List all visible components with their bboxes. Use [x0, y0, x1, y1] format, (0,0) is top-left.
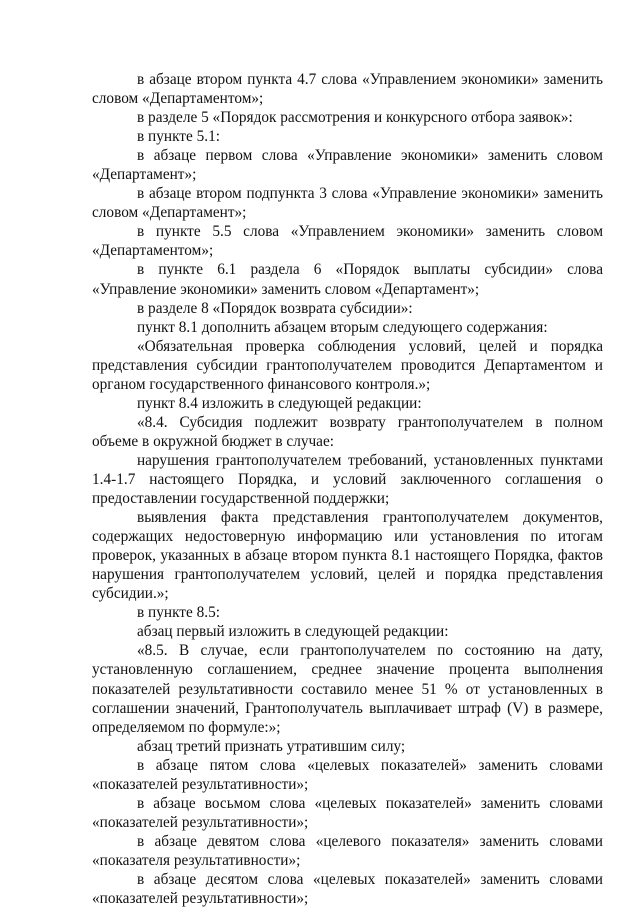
paragraph: в абзаце первом слова «Управление экономики» заменить словом «Департамент»; — [92, 147, 603, 184]
paragraph: в абзаце втором подпункта 3 слова «Управление экономики» заменить словом «Департамент»; — [92, 185, 603, 222]
paragraph: в пункте 6.1 раздела 6 «Порядок выплаты субсидии» слова «Управление экономики» заменить словом «Департамент»; — [92, 261, 603, 298]
paragraph: в разделе 8 «Порядок возврата субсидии»: — [137, 299, 413, 317]
paragraph: в абзаце десятом слова «целевых показателей» заменить словами «показателей результативности»; — [92, 870, 603, 908]
paragraph: в абзаце втором пункта 4.7 слова «Управлением экономики» заменить словом «Департаментом»; — [92, 71, 603, 108]
paragraph: «Обязательная проверка соблюдения условий, целей и порядка представления субсидии грантополучателем проводится Департаментом и органом государственного финансового контроля.»; — [92, 337, 603, 393]
paragraph: в абзаце девятом слова «целевого показателя» заменить словами «показателя результативности»; — [92, 832, 603, 869]
paragraph: «8.4. Субсидия подлежит возврату грантополучателем в полном объеме в окружной бюджет в случае: — [92, 413, 603, 450]
paragraph: абзац первый изложить в следующей редакции: — [137, 623, 449, 641]
paragraph: в пункте 8.5: — [137, 604, 220, 622]
paragraph: выявления факта представления грантополучателем документов, содержащих недостоверную информацию или установления по итогам проверок, указанных в абзаце втором пункта 8.1 настоящего Порядка, фактов нарушения грантополучателем условий, целей и порядка представления субсидии.»; — [92, 509, 603, 603]
paragraph: «8.5. В случае, если грантополучателем по состоянию на дату, установленную соглашением, среднее значение процента выполнения показателей результативности составило менее 51 % от установленных в соглашении значений, Грантополучатель выплачивает штраф (V) в размере, определяемом по формуле:»; — [92, 642, 603, 736]
document-page — [92, 70, 603, 908]
paragraph: нарушения грантополучателем требований, установленных пунктами 1.4-1.7 настоящего Порядка, и условий заключенного соглашения о предоставлении государственной поддержки; — [92, 451, 603, 508]
paragraph: в разделе 5 «Порядок рассмотрения и конкурсного отбора заявок»: — [137, 109, 573, 127]
paragraph: в абзаце пятом слова «целевых показателей» заменить словами «показателей результативности»; — [92, 756, 603, 793]
paragraph: в пункте 5.5 слова «Управлением экономики» заменить словом «Департаментом»; — [92, 223, 603, 260]
paragraph: пункт 8.4 изложить в следующей редакции: — [137, 394, 422, 412]
paragraph: абзац третий признать утратившим силу; — [137, 737, 406, 755]
paragraph: пункт 8.1 дополнить абзацем вторым следующего содержания: — [137, 318, 548, 336]
paragraph: в пункте 5.1: — [137, 128, 220, 146]
paragraph: в абзаце восьмом слова «целевых показателей» заменить словами «показателей результативности»; — [92, 794, 603, 831]
